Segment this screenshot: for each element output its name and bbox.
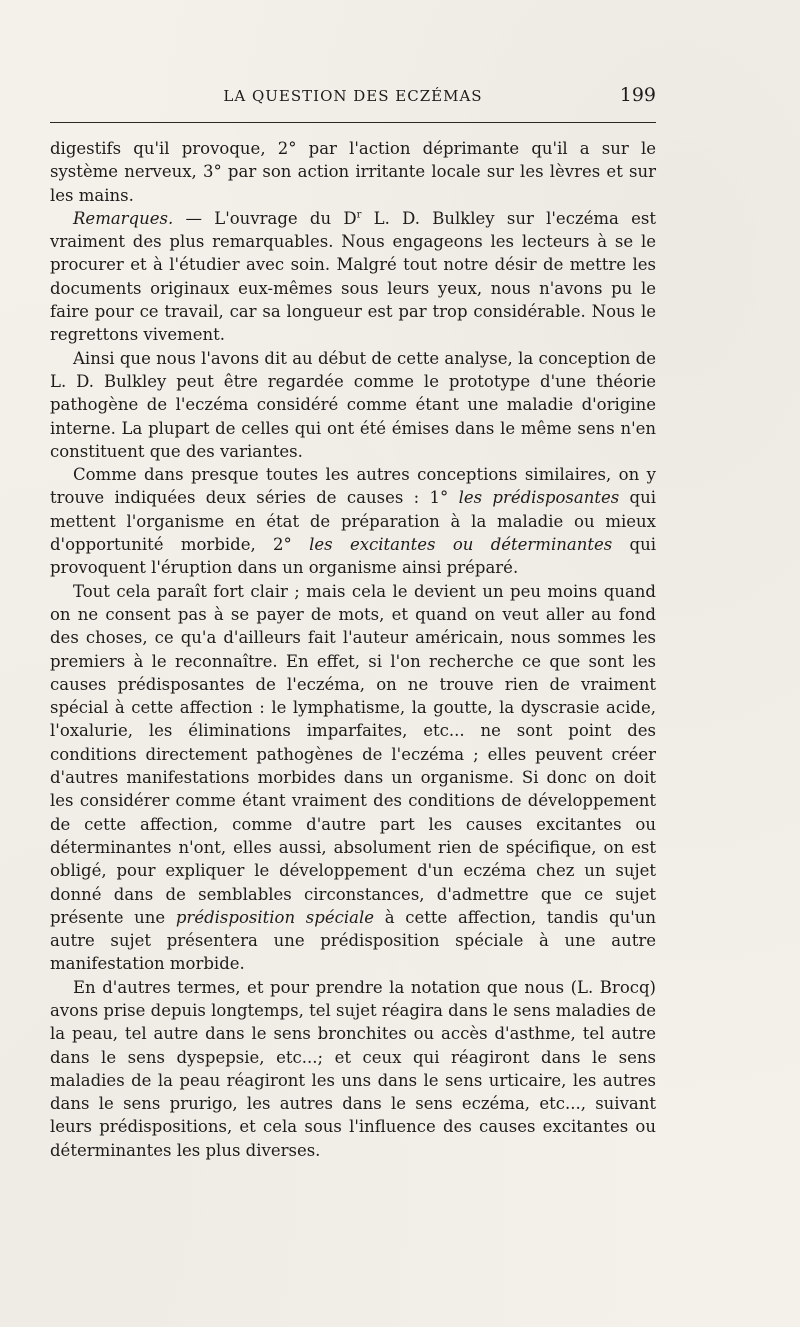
special-predisposition-term: prédisposition spéciale [175,907,374,927]
paragraph-5 [50,580,656,976]
paragraph-3 [50,347,656,463]
paragraph-4-text-c: qui provoquent l'éruption dans un organisme ainsi préparé. [50,535,656,578]
predisposing-causes-term: les prédisposantes [458,488,620,508]
body-text [50,137,656,1162]
paragraph-3-text: Ainsi que nous l'avons dit au début de cette analyse, la conception de L. D. Bulkley peut être regardée comme le prototype d'une théorie pathogène de l'eczéma considéré comme étant une maladie d'origine interne. La plupart de celles qui ont été émises dans le même sens n'en constituent que des variantes. [50,348,656,461]
paragraph-5-text-b: à cette affection, tandis qu'un autre sujet présentera une prédisposition spéciale à une autre manifestation morbide. [50,907,656,974]
paragraph-2-text-a: — L'ouvrage du D [173,208,357,228]
paragraph-5-text-a: Tout cela paraît fort clair ; mais cela le devient un peu moins quand on ne consent pas à se payer de mots, et quand on veut aller au fond des choses, ce qu'a d'ailleurs fait l'auteur américain, nous sommes les premiers à le reconnaître. En effet, si l'on recherche ce que sont les causes prédisposantes de l'eczéma, on ne trouve rien de vraiment spécial à cette affection : le lymphatisme, la goutte, la dyscrasie acide, l'oxalurie, les éliminations imparfaites, etc... ne sont point des conditions directement pathogènes de l'eczéma ; elles peuvent créer d'autres manifestations morbides dans un organisme. Si donc on doit les considérer comme étant vraiment des conditions de développement de cette affection, comme d'autre part les causes excitantes ou déterminantes n'ont, elles aussi, absolument rien de spécifique, on est obligé, pour expliquer le développement d'un eczéma chez un sujet donné dans de semblables circonstances, d'admettre que ce sujet présente une [50,581,656,927]
paragraph-1 [50,137,656,207]
paragraph-4-text-b: qui mettent l'organisme en état de préparation à la maladie ou mieux d'opportunité morbide, 2° [50,488,656,555]
doctor-superscript: r [356,209,362,221]
paragraph-4-text-a: Comme dans presque toutes les autres conceptions similaires, on y trouve indiquées deux séries de causes : 1° [50,465,656,508]
paragraph-1-text: digestifs qu'il provoque, 2° par l'action déprimante qu'il a sur le système nerveux, 3° par son action irritante locale sur les lèvres et sur les mains. [50,139,656,205]
paragraph-2 [50,207,656,347]
exciting-causes-term: les excitantes ou déterminantes [309,535,613,555]
header-rule [50,122,656,123]
paragraph-2-text-b: L. D. Bulkley sur l'eczéma est vraiment des plus remarquables. Nous engageons les lecteurs à se le procurer et à l'étudier avec soin. Malgré tout notre désir de mettre les documents originaux eux-mêmes sous leurs yeux, nous n'avons pu le faire pour ce travail, car sa longueur est par trop considérable. Nous le regrettons vivement. [50,208,656,345]
page-number: 199 [619,84,656,106]
running-head [50,84,656,110]
paragraph-6-text: En d'autres termes, et pour prendre la notation que nous (L. Brocq) avons prise depuis longtemps, tel sujet réagira dans le sens maladies de la peau, tel autre dans le sens bronchites ou accès d'asthme, tel autre dans le sens dyspepsie, etc...; et ceux qui réagiront dans le sens maladies de la peau réagiront les uns dans le sens urticaire, les autres dans le sens prurigo, les autres dans le sens eczéma, etc..., suivant leurs prédispositions, et cela sous l'influence des causes excitantes ou déterminantes les plus diverses. [50,977,657,1160]
running-title: LA QUESTION DES ECZÉMAS [223,87,483,105]
remarks-label: Remarques. [73,208,174,228]
paragraph-4 [50,463,656,579]
paragraph-6 [50,976,656,1162]
